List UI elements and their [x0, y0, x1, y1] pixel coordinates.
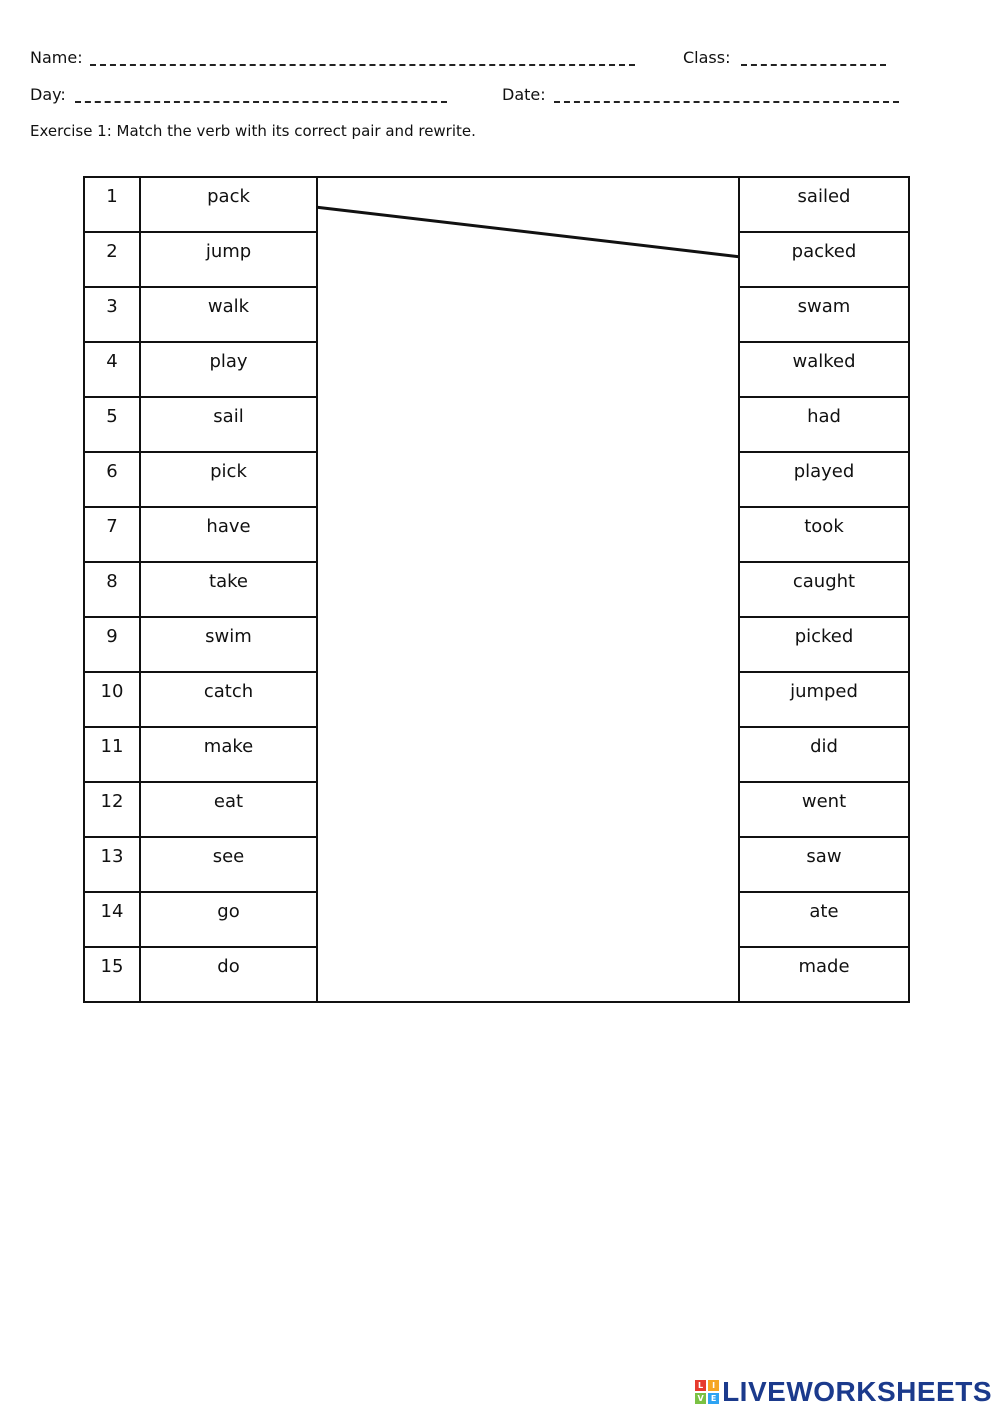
present-verb-text: make [203, 736, 254, 757]
past-tense-verb[interactable] [739, 892, 909, 947]
past-tense-verb[interactable] [739, 672, 909, 727]
row-number-text: 12 [100, 791, 124, 812]
row-number-text: 15 [100, 956, 124, 977]
row-number-text: 5 [106, 406, 118, 427]
brand-text: LIVEWORKSHEETS [722, 1376, 992, 1407]
past-tense-verb-text: picked [794, 626, 854, 647]
row-number [84, 342, 140, 397]
past-tense-verb[interactable] [739, 947, 909, 1002]
row-number [84, 287, 140, 342]
present-verb-text: jump [205, 241, 252, 262]
past-tense-verb[interactable] [739, 342, 909, 397]
present-verb[interactable] [140, 837, 317, 892]
present-verb-text: pack [207, 186, 250, 207]
past-tense-verb-text: sailed [797, 186, 851, 207]
present-verb-text: do [217, 956, 240, 977]
past-tense-verb-text: walked [792, 351, 856, 372]
row-number-text: 7 [106, 516, 118, 537]
exercise-instruction: Exercise 1: Match the verb with its correct pair and rewrite. [30, 122, 476, 140]
row-number-text: 3 [106, 296, 118, 317]
present-verb[interactable] [140, 177, 317, 232]
row-number-text: 10 [100, 681, 124, 702]
date-field[interactable] [554, 101, 899, 103]
past-tense-verb-text: jumped [790, 681, 858, 702]
present-verb-text: go [217, 901, 240, 922]
date-label: Date: [502, 85, 546, 104]
past-tense-verb-text: swam [797, 296, 851, 317]
present-verb[interactable] [140, 617, 317, 672]
present-verb-text: have [206, 516, 251, 537]
logo-blocks-icon [695, 1380, 719, 1404]
table-row [84, 177, 909, 232]
row-number [84, 177, 140, 232]
present-verb-text: pick [210, 461, 247, 482]
liveworksheets-logo [695, 1378, 992, 1406]
row-number [84, 672, 140, 727]
logo-block: V [695, 1393, 706, 1404]
past-tense-verb[interactable] [739, 397, 909, 452]
present-verb[interactable] [140, 342, 317, 397]
past-tense-verb[interactable] [739, 177, 909, 232]
name-field[interactable] [90, 64, 635, 66]
row-number [84, 727, 140, 782]
past-tense-verb-text: did [810, 736, 838, 757]
matching-table [83, 176, 910, 1003]
class-field[interactable] [741, 64, 886, 66]
class-label: Class: [683, 48, 731, 67]
logo-block: L [695, 1380, 706, 1391]
row-number-text: 13 [100, 846, 124, 867]
row-number-text: 2 [106, 241, 118, 262]
past-tense-verb[interactable] [739, 617, 909, 672]
logo-block: I [708, 1380, 719, 1391]
row-number [84, 782, 140, 837]
present-verb-text: play [209, 351, 248, 372]
present-verb[interactable] [140, 892, 317, 947]
present-verb-text: see [212, 846, 245, 867]
present-verb[interactable] [140, 232, 317, 287]
day-label: Day: [30, 85, 66, 104]
row-number [84, 562, 140, 617]
present-verb-text: catch [203, 681, 254, 702]
past-tense-verb[interactable] [739, 232, 909, 287]
past-tense-verb[interactable] [739, 837, 909, 892]
row-number-text: 4 [106, 351, 118, 372]
past-tense-verb-text: saw [806, 846, 842, 867]
present-verb[interactable] [140, 452, 317, 507]
present-verb[interactable] [140, 947, 317, 1002]
past-tense-verb-text: caught [792, 571, 856, 592]
row-number [84, 892, 140, 947]
row-number [84, 837, 140, 892]
past-tense-verb[interactable] [739, 452, 909, 507]
present-verb[interactable] [140, 287, 317, 342]
past-tense-verb[interactable] [739, 507, 909, 562]
row-number [84, 452, 140, 507]
row-number-text: 9 [106, 626, 118, 647]
present-verb[interactable] [140, 782, 317, 837]
row-number [84, 617, 140, 672]
past-tense-verb-text: packed [791, 241, 857, 262]
past-tense-verb-text: took [804, 516, 844, 537]
present-verb-text: eat [213, 791, 244, 812]
present-verb[interactable] [140, 507, 317, 562]
present-verb-text: take [209, 571, 248, 592]
name-label: Name: [30, 48, 83, 67]
past-tense-verb-text: ate [809, 901, 839, 922]
past-tense-verb-text: made [798, 956, 850, 977]
present-verb-text: sail [213, 406, 244, 427]
row-number-text: 8 [106, 571, 118, 592]
present-verb[interactable] [140, 397, 317, 452]
row-number [84, 947, 140, 1002]
match-area[interactable] [317, 177, 739, 1002]
row-number-text: 14 [100, 901, 124, 922]
past-tense-verb[interactable] [739, 287, 909, 342]
row-number-text: 11 [100, 736, 124, 757]
row-number [84, 397, 140, 452]
present-verb[interactable] [140, 562, 317, 617]
present-verb-text: swim [205, 626, 252, 647]
present-verb-text: walk [207, 296, 250, 317]
present-verb[interactable] [140, 727, 317, 782]
past-tense-verb[interactable] [739, 727, 909, 782]
row-number-text: 1 [106, 186, 118, 207]
row-number [84, 507, 140, 562]
past-tense-verb-text: had [807, 406, 841, 427]
row-number-text: 6 [106, 461, 118, 482]
present-verb[interactable] [140, 672, 317, 727]
past-tense-verb[interactable] [739, 782, 909, 837]
logo-block: E [708, 1393, 719, 1404]
row-number [84, 232, 140, 287]
past-tense-verb-text: went [801, 791, 847, 812]
past-tense-verb[interactable] [739, 562, 909, 617]
day-field[interactable] [75, 101, 447, 103]
past-tense-verb-text: played [793, 461, 855, 482]
